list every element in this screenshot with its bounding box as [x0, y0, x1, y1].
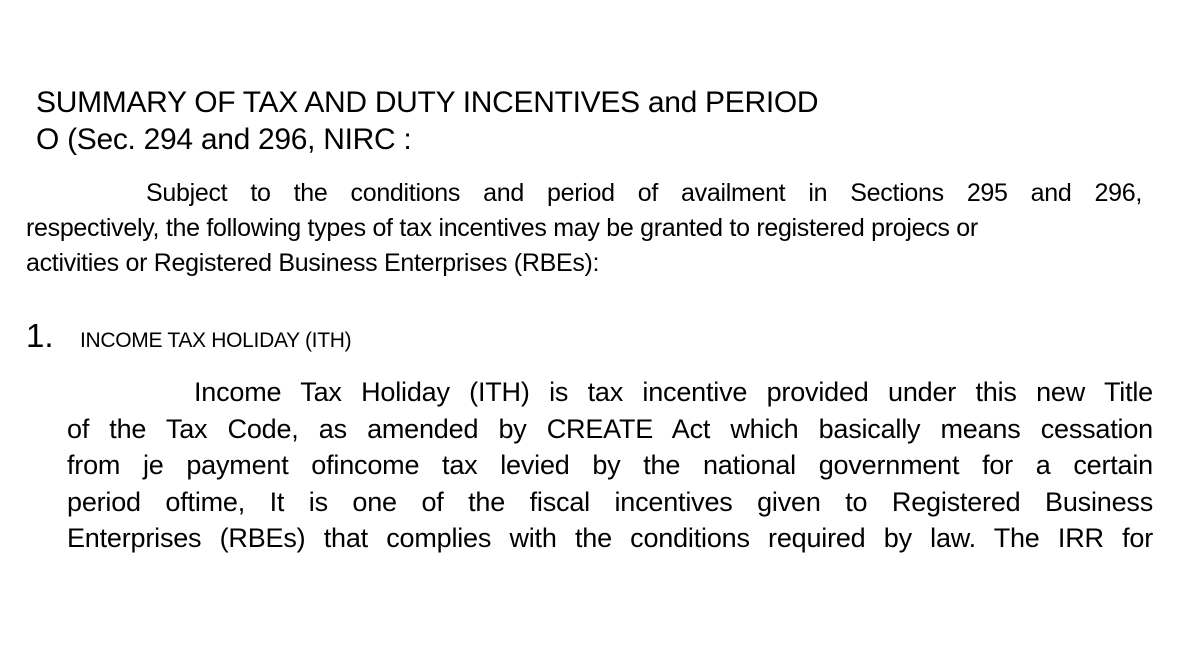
title-line-2: O (Sec. 294 and 296, NIRC : — [36, 123, 412, 156]
body-line: period oftime, It is one of the fiscal incentives given to Registered Business — [67, 486, 1153, 517]
body-line: from je payment ofincome tax levied by the national government for a certain — [67, 450, 1153, 480]
section-title: INCOME TAX HOLIDAY (ITH) — [80, 329, 352, 352]
intro-line: Subject to the conditions and period of availment in Sections 295 and 296, — [146, 179, 1142, 207]
page-title — [36, 84, 1136, 158]
intro-line: activities or Registered Business Enterprises (RBEs): — [26, 249, 600, 277]
section-body-paragraph — [67, 374, 1153, 557]
body-line: of the Tax Code, as amended by CREATE Act which basically means cessation — [67, 413, 1153, 444]
title-line-1: SUMMARY OF TAX AND DUTY INCENTIVES and PERIOD — [36, 86, 819, 119]
section-heading — [26, 316, 351, 356]
intro-paragraph — [26, 176, 1142, 281]
body-line: Enterprises (RBEs) that complies with the conditions required by law. The IRR for — [67, 523, 1153, 553]
section-number: 1. — [26, 317, 54, 354]
intro-line: respectively, the following types of tax incentives may be granted to registered projecs or — [26, 214, 978, 242]
body-line: Income Tax Holiday (ITH) is tax incentive provided under this new Title — [194, 377, 1153, 407]
